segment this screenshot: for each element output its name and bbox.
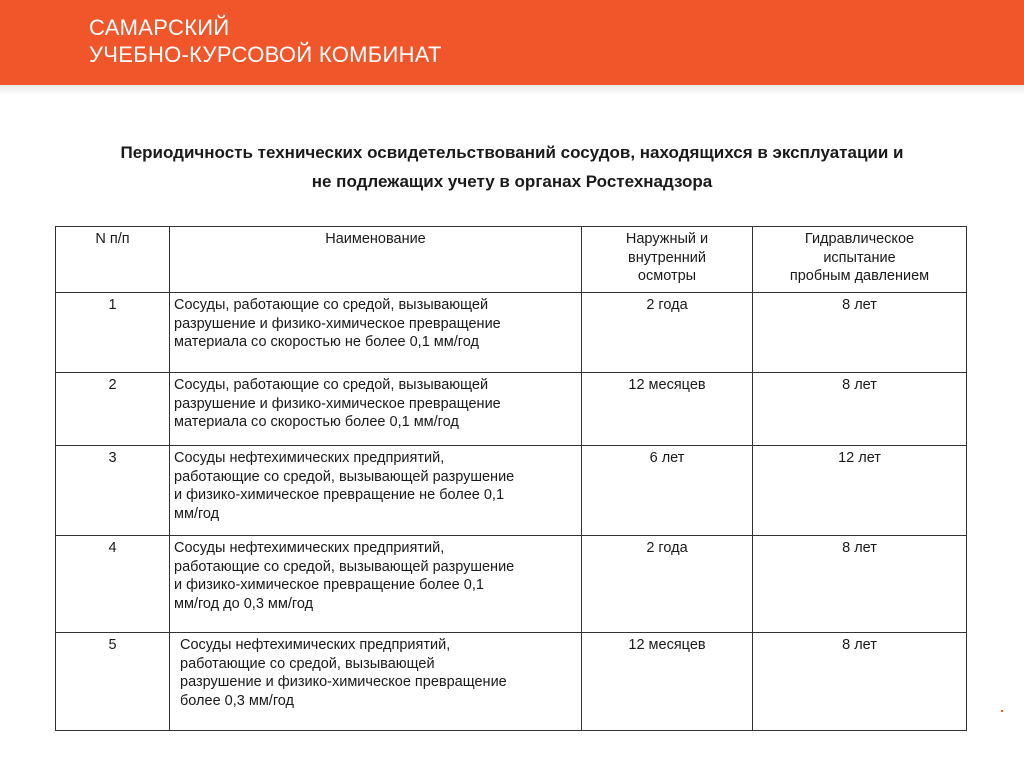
name-line: работающие со средой, вызывающей разрушение [174,558,515,575]
table-header-row [56,227,967,293]
name-line: работающие со средой, вызывающей [180,655,435,672]
name-line: материала со скоростью более 0,1 мм/год [174,414,459,430]
header-hydro-line: испытание [823,249,896,266]
name-line: мм/год до 0,3 мм/год [174,595,314,612]
table-row [56,633,967,731]
header-hydro [753,227,967,293]
header-inspection-line: осмотры [637,268,697,284]
cell-inspection: 2 года [582,293,753,373]
name-line: материала со скоростью не более 0,1 мм/год [174,334,479,350]
cell-hydro: 8 лет [753,536,967,633]
cell-inspection: 12 месяцев [582,633,753,731]
cell-name [170,446,582,536]
cell-name [170,536,582,633]
header-inspection [582,227,753,293]
brand-line-1: САМАРСКИЙ [89,15,230,40]
cell-hydro: 8 лет [753,373,967,446]
name-line: работающие со средой, вызывающей разрушение [174,468,515,485]
cell-hydro: 8 лет [753,633,967,731]
name-line: Сосуды нефтехимических предприятий, [174,450,445,466]
cell-inspection: 12 месяцев [582,373,753,446]
name-line: Сосуды, работающие со средой, вызывающей [174,297,489,313]
table-row [56,293,967,373]
name-line: разрушение и физико-химическое превращение [180,674,507,690]
cell-num: 1 [56,293,170,373]
cell-name [170,373,582,446]
brand-logo-text [89,14,442,68]
name-line: Сосуды, работающие со средой, вызывающей [174,377,489,393]
header-bar [0,0,1024,85]
inspection-table [55,226,967,731]
name-line: более 0,3 мм/год [180,692,294,709]
cell-num: 3 [56,446,170,536]
title-line-1: Периодичность технических освидетельствований сосудов, находящихся в эксплуатации и [120,143,904,162]
header-hydro-line: Гидравлическое [804,231,915,247]
header-inspection-line: внутренний [628,249,706,266]
cell-num: 2 [56,373,170,446]
brand-line-2: УЧЕБНО-КУРСОВОЙ КОМБИНАТ [89,42,442,67]
table-row [56,373,967,446]
cell-hydro: 12 лет [753,446,967,536]
header-hydro-line: пробным давлением [789,268,930,284]
name-line: разрушение и физико-химическое превращение [174,315,501,332]
cell-hydro: 8 лет [753,293,967,373]
cell-name [170,633,582,731]
name-line: и физико-химическое превращение не более 0,1 [174,487,505,503]
cell-inspection: 6 лет [582,446,753,536]
decorative-dot [1001,710,1003,712]
name-line: Сосуды нефтехимических предприятий, [174,540,445,556]
header-shadow [0,85,1024,95]
header-name: Наименование [170,227,582,293]
page-title [40,138,984,196]
cell-inspection: 2 года [582,536,753,633]
cell-num: 4 [56,536,170,633]
table-row [56,446,967,536]
title-line-2: не подлежащих учету в органах Ростехнадзора [311,172,713,191]
name-line: разрушение и физико-химическое превращение [174,395,501,412]
header-inspection-line: Наружный и [625,231,709,247]
name-line: мм/год [174,505,220,522]
name-line: Сосуды нефтехимических предприятий, [180,637,451,653]
header-num: N п/п [56,227,170,293]
name-line: и физико-химическое превращение более 0,1 [174,577,484,593]
table-row [56,536,967,633]
cell-num: 5 [56,633,170,731]
cell-name [170,293,582,373]
